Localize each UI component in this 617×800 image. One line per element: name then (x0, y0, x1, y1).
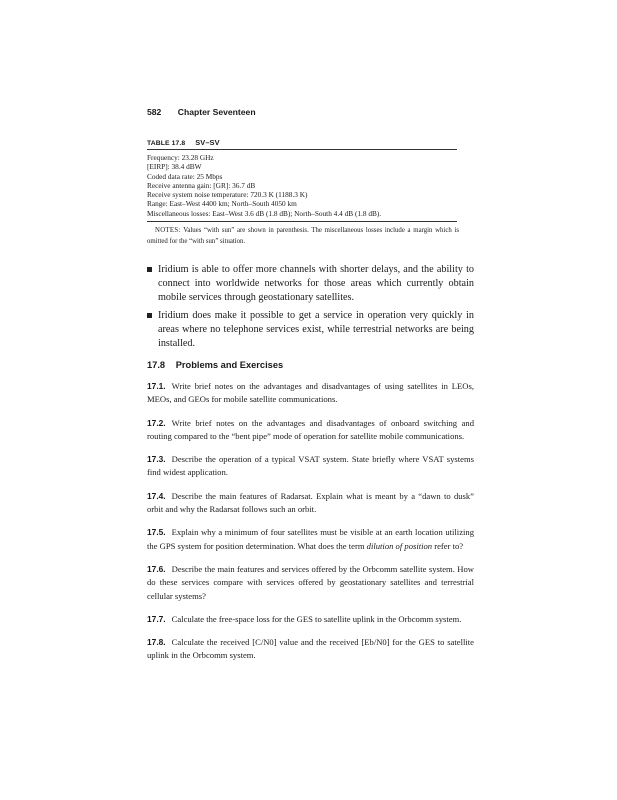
chapter-title: Chapter Seventeen (177, 107, 256, 117)
problem-number: 17.7. (147, 613, 166, 624)
table-row: Miscellaneous losses: East–West 3.6 dB (1.8 dB); North–South 4.4 dB (1.8 dB). (147, 208, 382, 218)
problem-item (147, 490, 474, 517)
table-row: [EIRP]: 38.4 dBW (147, 162, 202, 172)
problem-number: 17.6. (147, 563, 166, 574)
table-body (147, 153, 467, 218)
running-header (147, 107, 256, 117)
table-note (147, 226, 459, 247)
table-row: Coded data rate: 25 Mbps (147, 171, 223, 181)
section-number: 17.8 (147, 360, 166, 370)
problem-text-end: refer to? (432, 540, 464, 551)
table-title: SV–SV (195, 138, 220, 147)
problem-text: Describe the main features and services offered by the Orbcomm satellite system. How do these services compare with services offered by geostationary satellites and terrestrial cellular systems? (147, 563, 474, 601)
problem-number: 17.3. (147, 454, 166, 465)
problem-text: Explain why a minimum of four satellites must be visible at an earth location utilizing the GPS system for position determination. What does the term (147, 527, 474, 551)
list-item (147, 263, 474, 305)
problem-emphasis: dilution of position (366, 540, 433, 551)
bullet-text: Iridium does make it possible to get a service in operation very quickly in areas where no telephone services exist, while terrestrial networks are being installed. (158, 309, 474, 349)
table-caption (147, 138, 220, 147)
bullet-text: Iridium is able to offer more channels with shorter delays, and the ability to connect into worldwide networks for those areas which currently obtain mobile services through geostationary satellites. (158, 264, 474, 303)
problem-item (147, 526, 474, 553)
problem-text: Describe the operation of a typical VSAT system. State briefly where VSAT systems find widest application. (147, 454, 474, 478)
table-label: TABLE 17.8 (147, 140, 186, 147)
problem-text: Calculate the received [C/N0] value and the received [Eb/N0] for the GES to satellite uplink in the Orbcomm system. (147, 637, 474, 661)
problem-text: Write brief notes on the advantages and disadvantages of using satellites in LEOs, MEOs, and GEOs for mobile satellite communications. (147, 381, 474, 405)
bullet-list (147, 263, 474, 354)
problem-text: Write brief notes on the advantages and disadvantages of onboard switching and routing compared to the “bent pipe” mode of operation for satellite mobile communications. (147, 417, 474, 441)
problem-text: Calculate the free-space loss for the GES to satellite uplink in the Orbcomm system. (171, 613, 462, 624)
problem-number: 17.2. (147, 417, 166, 428)
problem-item (147, 636, 474, 663)
section-title: Problems and Exercises (175, 360, 284, 370)
table-row: Receive antenna gain: [GR]: 36.7 dB (147, 180, 256, 190)
table-row: Receive system noise temperature: 720.3 K (1188.3 K) (147, 190, 308, 200)
problem-item (147, 380, 474, 407)
table-row: Range: East–West 4400 km; North–South 4050 km (147, 199, 297, 209)
table-bottom-rule (147, 221, 457, 222)
table-top-rule (147, 149, 457, 150)
problem-number: 17.4. (147, 490, 166, 501)
bullet-square-icon (147, 263, 158, 305)
problem-item (147, 417, 474, 444)
list-item (147, 309, 474, 351)
problem-item (147, 613, 474, 626)
problem-number: 17.5. (147, 527, 166, 538)
problem-number: 17.1. (147, 381, 166, 391)
problem-item (147, 563, 474, 603)
bullet-square-icon (147, 309, 158, 351)
problem-item (147, 453, 474, 480)
table-row: Frequency: 23.28 GHz (147, 153, 214, 162)
note-label: NOTES: (155, 227, 181, 234)
problem-list (147, 380, 474, 673)
problem-number: 17.8. (147, 637, 166, 648)
section-heading (147, 360, 283, 370)
problem-text: Describe the main features of Radarsat. Explain what is meant by a “dawn to dusk” orbit and why the Radarsat follows such an orbit. (147, 490, 474, 515)
page-number: 582 (147, 107, 162, 117)
note-text: Values “with sun” are shown in parenthesis. The miscellaneous losses include a margin which is omitted for the “with sun” situation. (147, 227, 459, 245)
